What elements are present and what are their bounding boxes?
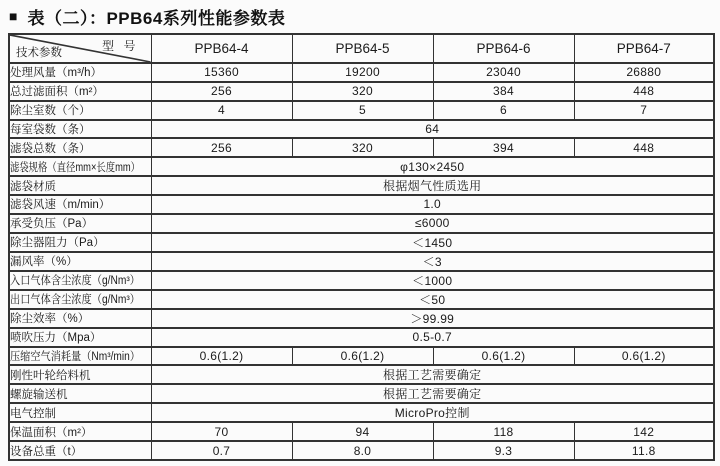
value-cell: 448 — [574, 138, 714, 157]
table-row — [9, 101, 714, 120]
merged-value-cell: 64 — [151, 120, 714, 139]
row-label: 螺旋输送机 — [9, 384, 151, 403]
row-label: 入口气体含尘浓度（g/Nm³） — [9, 271, 151, 290]
value-cell: 394 — [433, 138, 574, 157]
value-cell: 256 — [151, 82, 292, 101]
row-label: 除尘器阻力（Pa） — [9, 233, 151, 252]
row-label: 压缩空气消耗量（Nm³/min） — [9, 347, 151, 366]
merged-value-cell: ＜1000 — [151, 271, 714, 290]
corner-cell — [9, 34, 151, 63]
value-cell: 70 — [151, 422, 292, 441]
table-row — [9, 290, 714, 309]
table-row — [9, 384, 714, 403]
row-label: 每室袋数（条） — [9, 120, 151, 139]
merged-value-cell: ≤6000 — [151, 214, 714, 233]
value-cell: 384 — [433, 82, 574, 101]
table-row — [9, 422, 714, 441]
value-cell: 0.6(1.2) — [151, 347, 292, 366]
merged-value-cell: 根据工艺需要确定 — [151, 384, 714, 403]
row-label: 喷吹压力（Mpa） — [9, 328, 151, 347]
merged-value-cell: ＞99.99 — [151, 309, 714, 328]
value-cell: 8.0 — [292, 441, 433, 460]
merged-value-cell: 根据工艺需要确定 — [151, 365, 714, 384]
value-cell: 7 — [574, 101, 714, 120]
row-label: 除尘室数（个） — [9, 101, 151, 120]
row-label: 漏风率（%） — [9, 252, 151, 271]
row-label: 承受负压（Pa） — [9, 214, 151, 233]
row-label: 电气控制 — [9, 403, 151, 422]
value-cell: 23040 — [433, 63, 574, 82]
table-row — [9, 138, 714, 157]
value-cell: 0.7 — [151, 441, 292, 460]
row-label: 滤袋风速（m/min） — [9, 195, 151, 214]
row-label: 刚性叶轮给料机 — [9, 365, 151, 384]
table-row — [9, 214, 714, 233]
table-row — [9, 233, 714, 252]
merged-value-cell: 根据烟气性质选用 — [151, 176, 714, 195]
title-text: 表（二）：PPB64系列性能参数表 — [27, 8, 286, 28]
table-row — [9, 120, 714, 139]
value-cell: 6 — [433, 101, 574, 120]
value-cell: 0.6(1.2) — [574, 347, 714, 366]
param-table-body — [9, 63, 714, 460]
table-row — [9, 309, 714, 328]
value-cell: 142 — [574, 422, 714, 441]
value-cell: 5 — [292, 101, 433, 120]
value-cell: 4 — [151, 101, 292, 120]
merged-value-cell: ＜50 — [151, 290, 714, 309]
value-cell: 26880 — [574, 63, 714, 82]
table-row — [9, 347, 714, 366]
row-label: 滤袋规格（直径mm×长度mm） — [9, 157, 151, 176]
table-row — [9, 63, 714, 82]
spec-table — [8, 33, 715, 461]
table-row — [9, 365, 714, 384]
merged-value-cell: 0.5-0.7 — [151, 328, 714, 347]
value-cell: 0.6(1.2) — [292, 347, 433, 366]
table-row — [9, 82, 714, 101]
column-header-ppb64-4: PPB64-4 — [151, 34, 292, 63]
table-row — [9, 195, 714, 214]
column-header-ppb64-7: PPB64-7 — [574, 34, 714, 63]
corner-model-label: 型 号 — [102, 39, 139, 53]
column-header-ppb64-5: PPB64-5 — [292, 34, 433, 63]
row-label: 滤袋材质 — [9, 176, 151, 195]
value-cell: 0.6(1.2) — [433, 347, 574, 366]
value-cell: 118 — [433, 422, 574, 441]
row-label: 除尘效率（%） — [9, 309, 151, 328]
value-cell: 320 — [292, 138, 433, 157]
row-label: 设备总重（t） — [9, 441, 151, 460]
value-cell: 256 — [151, 138, 292, 157]
page-title — [9, 4, 285, 28]
value-cell: 448 — [574, 82, 714, 101]
row-label: 滤袋总数（条） — [9, 138, 151, 157]
merged-value-cell: MicroPro控制 — [151, 403, 714, 422]
row-label: 保温面积（m²） — [9, 422, 151, 441]
value-cell: 94 — [292, 422, 433, 441]
table-row — [9, 328, 714, 347]
title-bullet-icon: ■ — [9, 8, 18, 24]
row-label: 出口气体含尘浓度（g/Nm³） — [9, 290, 151, 309]
merged-value-cell: φ130×2450 — [151, 157, 714, 176]
corner-param-label: 技术参数 — [16, 47, 62, 59]
column-header-ppb64-6: PPB64-6 — [433, 34, 574, 63]
merged-value-cell: ＜1450 — [151, 233, 714, 252]
header-row — [9, 34, 714, 63]
table-row — [9, 176, 714, 195]
table-row — [9, 403, 714, 422]
value-cell: 11.8 — [574, 441, 714, 460]
merged-value-cell: 1.0 — [151, 195, 714, 214]
value-cell: 19200 — [292, 63, 433, 82]
merged-value-cell: ＜3 — [151, 252, 714, 271]
row-label: 处理风量（m³/h） — [9, 63, 151, 82]
table-row — [9, 252, 714, 271]
table-row — [9, 441, 714, 460]
value-cell: 320 — [292, 82, 433, 101]
table-row — [9, 271, 714, 290]
value-cell: 9.3 — [433, 441, 574, 460]
table-row — [9, 157, 714, 176]
value-cell: 15360 — [151, 63, 292, 82]
row-label: 总过滤面积（m²） — [9, 82, 151, 101]
